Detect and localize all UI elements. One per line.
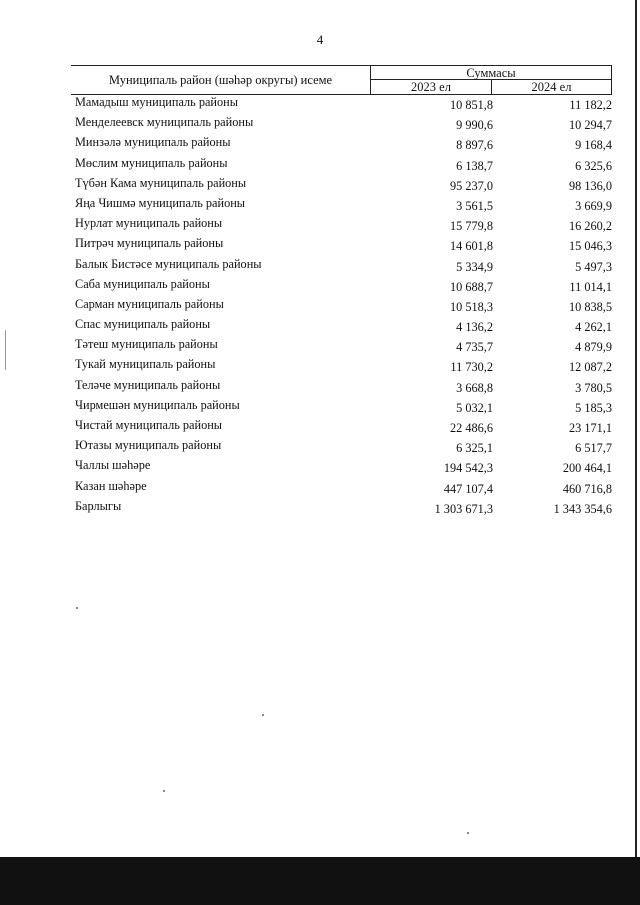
row-value-2023: 11 730,2 — [450, 360, 493, 375]
table-row — [0, 196, 640, 216]
table-body — [0, 95, 640, 519]
row-value-2024: 4 879,9 — [575, 340, 612, 355]
scan-edge-line — [635, 0, 637, 857]
row-value-2024: 12 087,2 — [568, 360, 612, 375]
row-name: Мамадыш муниципаль районы — [75, 95, 239, 109]
row-value-2023: 4 735,7 — [456, 340, 493, 355]
row-value-2023: 95 237,0 — [449, 178, 493, 193]
scan-speck — [163, 790, 165, 792]
scan-bottom-bar — [0, 857, 640, 905]
table-row — [0, 156, 640, 176]
row-value-2024: 5 185,3 — [575, 400, 612, 415]
row-name: Ютазы муниципаль районы — [75, 438, 222, 453]
row-value-2024: 10 294,7 — [568, 118, 612, 133]
table-row — [0, 176, 640, 196]
row-name: Менделеевск муниципаль районы — [75, 115, 254, 130]
row-name: Балык Бистәсе муниципаль районы — [75, 256, 262, 271]
row-value-2023: 5 334,9 — [456, 259, 493, 274]
row-value-2024: 15 046,3 — [568, 239, 612, 254]
table-row — [0, 499, 640, 519]
row-value-2023: 9 990,6 — [456, 118, 493, 133]
row-value-2023: 8 897,6 — [456, 138, 493, 153]
row-name: Яңа Чишмә муниципаль районы — [75, 195, 246, 210]
row-value-2024: 16 260,2 — [568, 219, 612, 234]
row-value-2024: 6 325,6 — [575, 158, 612, 173]
table-row — [0, 95, 640, 115]
scan-speck — [76, 607, 78, 609]
row-value-2024: 3 669,9 — [575, 198, 612, 213]
row-value-2023: 14 601,8 — [449, 239, 493, 254]
row-name: Минзәлә муниципаль районы — [75, 135, 231, 150]
page-number: 4 — [316, 32, 324, 47]
row-value-2023: 3 668,8 — [456, 380, 493, 395]
table-row — [0, 378, 640, 398]
row-value-2024: 6 517,7 — [575, 441, 612, 456]
table-row — [0, 438, 640, 458]
row-value-2023: 10 518,3 — [449, 299, 493, 314]
row-name: Казан шәһәре — [75, 478, 147, 493]
row-name: Мөслим муниципаль районы — [75, 155, 228, 170]
row-value-2024: 1 343 354,6 — [553, 501, 612, 516]
scan-speck — [467, 832, 469, 834]
row-value-2024: 11 014,1 — [569, 279, 612, 294]
row-name: Чаллы шәһәре — [75, 458, 151, 473]
row-value-2024: 460 716,8 — [562, 481, 612, 496]
row-name: Питрәч муниципаль районы — [75, 236, 224, 251]
row-name: Чистай муниципаль районы — [75, 418, 223, 432]
row-value-2024: 10 838,5 — [568, 299, 612, 314]
row-value-2023: 10 688,7 — [449, 279, 493, 294]
row-value-2023: 3 561,5 — [456, 198, 493, 213]
row-value-2024: 23 171,1 — [568, 421, 612, 435]
scan-speck — [5, 330, 6, 370]
row-value-2023: 4 136,2 — [456, 320, 493, 335]
table-row — [0, 418, 640, 438]
row-value-2024: 5 497,3 — [575, 259, 612, 274]
row-value-2024: 200 464,1 — [562, 461, 612, 476]
row-value-2023: 447 107,4 — [443, 481, 493, 496]
row-value-2023: 6 138,7 — [456, 158, 493, 173]
table-row — [0, 398, 640, 418]
row-value-2024: 98 136,0 — [568, 178, 612, 193]
row-value-2023: 5 032,1 — [456, 400, 493, 415]
row-name: Чирмешән муниципаль районы — [75, 397, 240, 412]
scan-speck — [262, 714, 264, 716]
row-value-2024: 11 182,2 — [569, 98, 612, 112]
table-row — [0, 115, 640, 135]
header-year-2023: 2023 ел — [371, 80, 492, 95]
header-name-column: Муниципаль район (шәһәр округы) исеме — [71, 66, 371, 94]
row-name: Тәтеш муниципаль районы — [75, 337, 218, 352]
table-row — [0, 317, 640, 337]
table-row — [0, 135, 640, 155]
table-row — [0, 297, 640, 317]
row-name: Түбән Кама муниципаль районы — [75, 175, 247, 190]
table-row — [0, 458, 640, 478]
row-name: Сарман муниципаль районы — [75, 296, 224, 311]
row-value-2023: 194 542,3 — [443, 461, 493, 476]
row-name: Спас муниципаль районы — [75, 317, 211, 332]
table-row — [0, 216, 640, 236]
row-name: Теләче муниципаль районы — [75, 377, 221, 392]
row-name: Нурлат муниципаль районы — [75, 216, 223, 231]
row-value-2023: 22 486,6 — [449, 421, 493, 435]
table-header — [71, 65, 612, 95]
row-value-2023: 10 851,8 — [449, 98, 493, 112]
row-value-2024: 9 168,4 — [575, 138, 612, 153]
row-name: Тукай муниципаль районы — [75, 357, 216, 372]
header-sums-title: Суммасы — [371, 66, 611, 80]
table-row — [0, 277, 640, 297]
row-value-2024: 4 262,1 — [575, 320, 612, 335]
table-row — [0, 236, 640, 256]
table-row — [0, 257, 640, 277]
row-name: Саба муниципаль районы — [75, 276, 210, 291]
row-value-2024: 3 780,5 — [575, 380, 612, 395]
table-row — [0, 337, 640, 357]
row-value-2023: 1 303 671,3 — [434, 501, 493, 516]
row-value-2023: 15 779,8 — [449, 219, 493, 234]
row-value-2023: 6 325,1 — [456, 441, 493, 456]
header-year-2024: 2024 ел — [531, 80, 572, 94]
table-row — [0, 357, 640, 377]
table-row — [0, 479, 640, 499]
row-name: Барлыгы — [75, 498, 122, 513]
